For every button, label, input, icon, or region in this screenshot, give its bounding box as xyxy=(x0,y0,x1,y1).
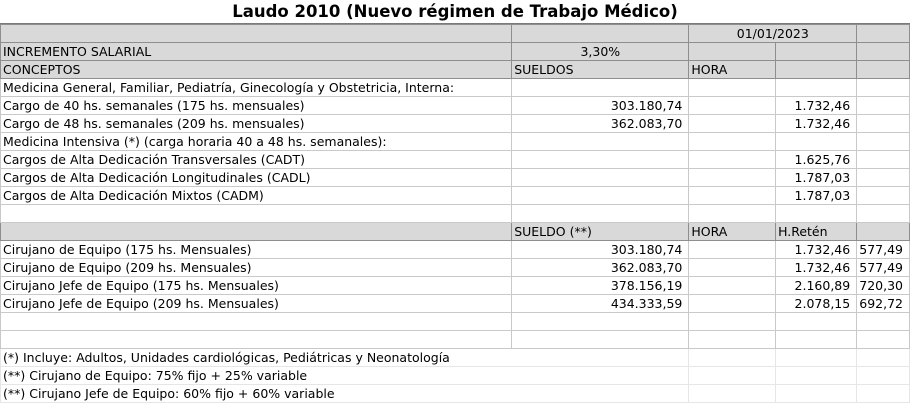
incremento-value: 3,30% xyxy=(512,43,689,61)
note-row xyxy=(1,385,910,403)
sueldo-cell: 303.180,74 xyxy=(512,241,689,259)
note-3: (**) Cirujano Jefe de Equipo: 60% fijo + 60% variable xyxy=(1,385,689,403)
empty-row xyxy=(1,313,910,331)
concepto-cell: Cargo de 48 hs. semanales (209 hs. mensuales) xyxy=(1,115,512,133)
hora-cell: 1.787,03 xyxy=(776,187,857,205)
header-sueldo: SUELDO (**) xyxy=(512,223,689,241)
table-row xyxy=(1,241,910,259)
section-row xyxy=(1,79,910,97)
reten-cell: 577,49 xyxy=(857,259,910,277)
hora-cell: 1.732,46 xyxy=(776,241,857,259)
sueldo-cell: 303.180,74 xyxy=(512,97,689,115)
header-row xyxy=(1,61,910,79)
salary-table xyxy=(0,24,910,403)
reten-cell: 577,49 xyxy=(857,241,910,259)
table-row xyxy=(1,97,910,115)
table-row xyxy=(1,277,910,295)
hora-cell: 1.625,76 xyxy=(776,151,857,169)
note-1: (*) Incluye: Adultos, Unidades cardiológicas, Pediátricas y Neonatología xyxy=(1,349,689,367)
empty-row xyxy=(1,205,910,223)
reten-cell: 692,72 xyxy=(857,295,910,313)
reten-cell: 720,30 xyxy=(857,277,910,295)
section-general: Medicina General, Familiar, Pediatría, Ginecología y Obstetricia, Interna: xyxy=(1,79,512,97)
concepto-cell: Cargos de Alta Dedicación Longitudinales (CADL) xyxy=(1,169,512,187)
table-row xyxy=(1,169,910,187)
header-reten: H.Retén xyxy=(776,223,857,241)
section-row xyxy=(1,133,910,151)
table-row xyxy=(1,259,910,277)
note-2: (**) Cirujano de Equipo: 75% fijo + 25% variable xyxy=(1,367,689,385)
table-row xyxy=(1,187,910,205)
header-conceptos: CONCEPTOS xyxy=(1,61,512,79)
header-row-2 xyxy=(1,223,910,241)
header-hora: HORA xyxy=(689,223,776,241)
concepto-cell: Cargo de 40 hs. semanales (175 hs. mensuales) xyxy=(1,97,512,115)
note-row xyxy=(1,367,910,385)
concepto-cell: Cargos de Alta Dedicación Mixtos (CADM) xyxy=(1,187,512,205)
sueldo-cell: 378.156,19 xyxy=(512,277,689,295)
concepto-cell: Cirujano de Equipo (175 hs. Mensuales) xyxy=(1,241,512,259)
date-row xyxy=(1,25,910,43)
concepto-cell: Cirujano Jefe de Equipo (175 hs. Mensuales) xyxy=(1,277,512,295)
date-cell: 01/01/2023 xyxy=(689,25,857,43)
concepto-cell: Cargos de Alta Dedicación Transversales (CADT) xyxy=(1,151,512,169)
concepto-cell: Cirujano Jefe de Equipo (209 hs. Mensuales) xyxy=(1,295,512,313)
hora-cell: 1.732,46 xyxy=(776,115,857,133)
table-row xyxy=(1,151,910,169)
header-sueldos: SUELDOS xyxy=(512,61,689,79)
table-row xyxy=(1,115,910,133)
incremento-row xyxy=(1,43,910,61)
sueldo-cell: 362.083,70 xyxy=(512,259,689,277)
hora-cell: 2.078,15 xyxy=(776,295,857,313)
section-intensiva: Medicina Intensiva (*) (carga horaria 40 a 48 hs. semanales): xyxy=(1,133,512,151)
sueldo-cell: 362.083,70 xyxy=(512,115,689,133)
sheet-title: Laudo 2010 (Nuevo régimen de Trabajo Médico) xyxy=(0,0,910,24)
incremento-label: INCREMENTO SALARIAL xyxy=(1,43,512,61)
hora-cell: 1.787,03 xyxy=(776,169,857,187)
hora-cell: 1.732,46 xyxy=(776,97,857,115)
concepto-cell: Cirujano de Equipo (209 hs. Mensuales) xyxy=(1,259,512,277)
header-hora: HORA xyxy=(689,61,776,79)
note-row xyxy=(1,349,910,367)
hora-cell: 2.160,89 xyxy=(776,277,857,295)
hora-cell: 1.732,46 xyxy=(776,259,857,277)
sueldo-cell: 434.333,59 xyxy=(512,295,689,313)
empty-row xyxy=(1,331,910,349)
table-row xyxy=(1,295,910,313)
